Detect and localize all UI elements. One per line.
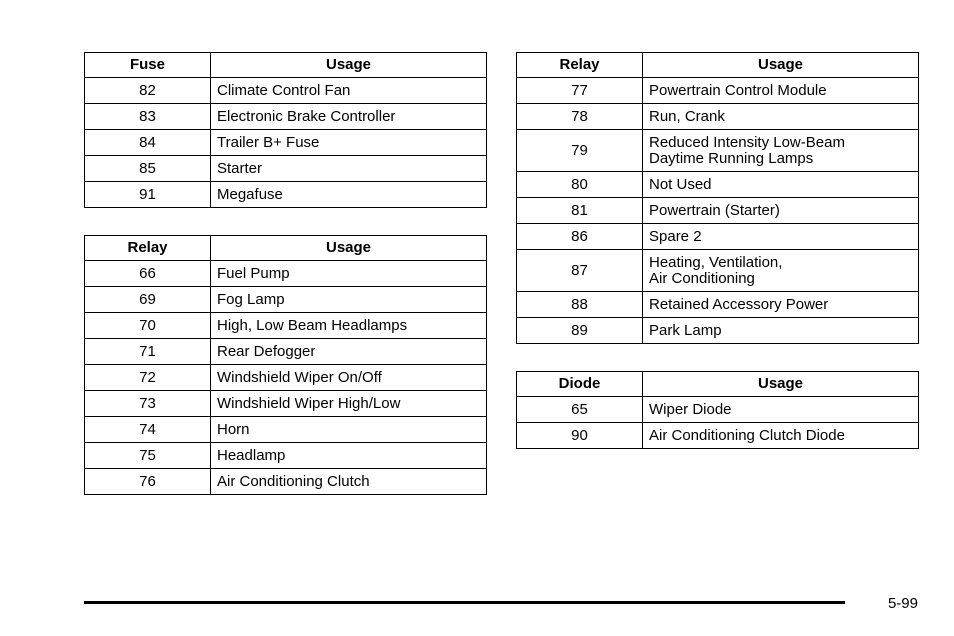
row-number: 73: [85, 391, 211, 417]
row-number: 74: [85, 417, 211, 443]
row-usage: [643, 318, 919, 344]
row-usage: [211, 78, 487, 104]
table-row: [85, 339, 487, 365]
row-usage: [211, 261, 487, 287]
row-number: 87: [517, 250, 643, 292]
row-number: 71: [85, 339, 211, 365]
table-row: [517, 198, 919, 224]
table-row: [85, 130, 487, 156]
row-number: 88: [517, 292, 643, 318]
fuse-table: [84, 52, 487, 208]
row-usage: [643, 250, 919, 292]
row-usage: [643, 78, 919, 104]
usage-line: Fog Lamp: [217, 290, 285, 308]
row-usage: [643, 172, 919, 198]
row-number: 90: [517, 423, 643, 449]
header-usage: Usage: [643, 372, 919, 397]
usage-line: Rear Defogger: [217, 342, 316, 360]
row-number: 69: [85, 287, 211, 313]
diode-table: [516, 371, 919, 449]
row-number: 81: [517, 198, 643, 224]
table-row: [85, 182, 487, 208]
row-usage: [643, 104, 919, 130]
header-relay: Relay: [517, 53, 643, 78]
row-usage: [211, 313, 487, 339]
usage-line: Heating, Ventilation,: [649, 253, 783, 271]
table-row: [517, 172, 919, 198]
table-row: [85, 261, 487, 287]
row-usage: [211, 156, 487, 182]
row-number: 89: [517, 318, 643, 344]
header-fuse: Fuse: [85, 53, 211, 78]
table-row: [85, 104, 487, 130]
table-row: [85, 78, 487, 104]
header-diode: Diode: [517, 372, 643, 397]
table-row: [85, 391, 487, 417]
row-number: 66: [85, 261, 211, 287]
row-number: 86: [517, 224, 643, 250]
table-row: [517, 130, 919, 172]
usage-line: Windshield Wiper High/Low: [217, 394, 401, 412]
usage-line: Air Conditioning: [649, 269, 755, 287]
row-usage: [643, 224, 919, 250]
row-usage: [211, 469, 487, 495]
row-number: 84: [85, 130, 211, 156]
usage-line: Air Conditioning Clutch: [217, 472, 370, 490]
table-row: [517, 104, 919, 130]
relay-table-left: [84, 235, 487, 495]
table-row: [517, 423, 919, 449]
table-row: [85, 287, 487, 313]
row-usage: [211, 130, 487, 156]
usage-line: Climate Control Fan: [217, 81, 351, 99]
table-row: [517, 318, 919, 344]
table-row: [85, 417, 487, 443]
row-number: 78: [517, 104, 643, 130]
usage-line: Fuel Pump: [217, 264, 290, 282]
usage-line: Park Lamp: [649, 321, 722, 339]
page-number: 5-99: [887, 595, 918, 612]
usage-line: Retained Accessory Power: [649, 295, 829, 313]
footer-rule: [84, 601, 845, 604]
header-usage: Usage: [211, 236, 487, 261]
row-number: 75: [85, 443, 211, 469]
usage-line: Powertrain (Starter): [649, 201, 780, 219]
usage-line: Windshield Wiper On/Off: [217, 368, 382, 386]
usage-line: Run, Crank: [649, 107, 725, 125]
usage-line: Trailer B+ Fuse: [217, 133, 320, 151]
header-usage: Usage: [211, 53, 487, 78]
table-header-row: [85, 236, 487, 261]
table-row: [85, 156, 487, 182]
table-header-row: [517, 53, 919, 78]
row-usage: [211, 391, 487, 417]
table-row: [517, 78, 919, 104]
usage-line: Starter: [217, 159, 263, 177]
usage-line: Megafuse: [217, 185, 283, 203]
table-row: [85, 443, 487, 469]
usage-line: Wiper Diode: [649, 400, 732, 418]
table-row: [517, 250, 919, 292]
row-number: 85: [85, 156, 211, 182]
usage-line: Reduced Intensity Low-Beam: [649, 133, 845, 151]
usage-line: Headlamp: [217, 446, 286, 464]
relay-table-right: [516, 52, 919, 344]
row-usage: [211, 443, 487, 469]
row-number: 72: [85, 365, 211, 391]
row-usage: [643, 292, 919, 318]
table-row: [85, 313, 487, 339]
usage-line: Air Conditioning Clutch Diode: [649, 426, 845, 444]
table-row: [85, 469, 487, 495]
usage-line: Not Used: [649, 175, 712, 193]
table-row: [85, 365, 487, 391]
row-usage: [643, 198, 919, 224]
row-number: 91: [85, 182, 211, 208]
table-row: [517, 224, 919, 250]
row-number: 80: [517, 172, 643, 198]
row-usage: [643, 130, 919, 172]
usage-line: Horn: [217, 420, 250, 438]
header-relay: Relay: [85, 236, 211, 261]
table-header-row: [85, 53, 487, 78]
row-usage: [643, 423, 919, 449]
usage-line: Spare 2: [649, 227, 702, 245]
table-row: [517, 292, 919, 318]
row-number: 76: [85, 469, 211, 495]
row-usage: [211, 287, 487, 313]
row-number: 83: [85, 104, 211, 130]
row-usage: [211, 104, 487, 130]
row-usage: [643, 397, 919, 423]
usage-line: Electronic Brake Controller: [217, 107, 396, 125]
row-usage: [211, 365, 487, 391]
row-usage: [211, 182, 487, 208]
usage-line: Daytime Running Lamps: [649, 149, 814, 167]
usage-line: Powertrain Control Module: [649, 81, 827, 99]
row-number: 70: [85, 313, 211, 339]
row-number: 79: [517, 130, 643, 172]
header-usage: Usage: [643, 53, 919, 78]
row-usage: [211, 417, 487, 443]
row-number: 77: [517, 78, 643, 104]
row-number: 82: [85, 78, 211, 104]
usage-line: High, Low Beam Headlamps: [217, 316, 408, 334]
row-usage: [211, 339, 487, 365]
table-row: [517, 397, 919, 423]
table-header-row: [517, 372, 919, 397]
row-number: 65: [517, 397, 643, 423]
